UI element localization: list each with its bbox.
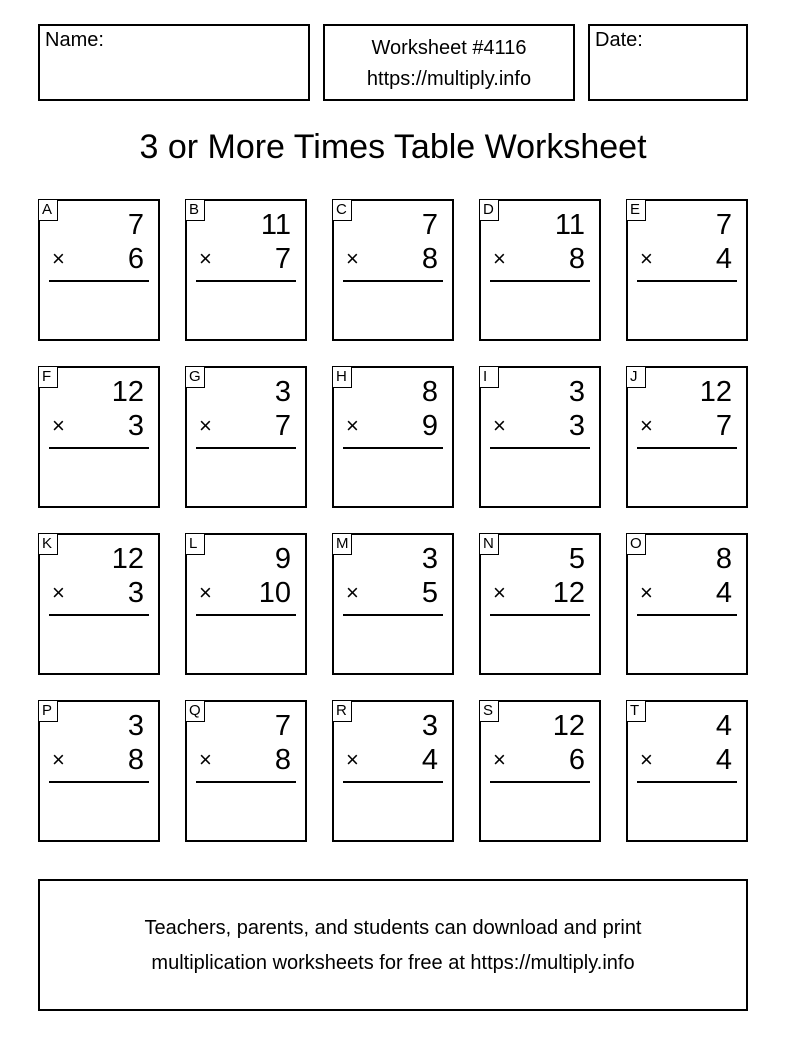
problem-card: [332, 366, 454, 508]
answer-line: [343, 447, 443, 449]
multiplicand: 3: [421, 543, 438, 575]
problem-card: [626, 533, 748, 675]
times-symbol: ×: [640, 246, 653, 271]
multiplicand: 12: [111, 376, 144, 408]
problem-card: [626, 700, 748, 842]
problem-card: [185, 199, 307, 341]
multiplier: 9: [421, 410, 438, 442]
problem-letter: S: [479, 700, 499, 722]
worksheet-url: https://multiply.info: [366, 68, 532, 90]
times-symbol: ×: [52, 580, 65, 605]
problem-letter: P: [38, 700, 58, 722]
problem-card: [479, 366, 601, 508]
problem-letter: F: [38, 366, 58, 388]
answer-line: [490, 447, 590, 449]
multiplier: 12: [552, 577, 585, 609]
problem-card: [479, 199, 601, 341]
answer-line: [637, 614, 737, 616]
problem-card: [185, 533, 307, 675]
multiplier: 7: [274, 243, 291, 275]
problem-letter: E: [626, 199, 646, 221]
times-symbol: ×: [346, 413, 359, 438]
problem-letter: B: [185, 199, 205, 221]
times-symbol: ×: [493, 580, 506, 605]
answer-line: [637, 280, 737, 282]
problem-letter: T: [626, 700, 646, 722]
footer-line-1: Teachers, parents, and students can download and print: [144, 917, 642, 939]
multiplier: 8: [274, 744, 291, 776]
problem-card: [626, 366, 748, 508]
problem-letter: D: [479, 199, 499, 221]
multiplier: 6: [568, 744, 585, 776]
answer-line: [490, 280, 590, 282]
times-symbol: ×: [493, 246, 506, 271]
answer-line: [49, 614, 149, 616]
multiplier: 3: [127, 410, 144, 442]
name-label: Name:: [45, 29, 104, 51]
times-symbol: ×: [640, 747, 653, 772]
multiplier: 4: [715, 243, 732, 275]
times-symbol: ×: [493, 747, 506, 772]
multiplier: 3: [127, 577, 144, 609]
date-field-box: [588, 24, 748, 101]
times-symbol: ×: [52, 747, 65, 772]
problem-card: [332, 199, 454, 341]
worksheet-info-box: [323, 24, 575, 101]
multiplicand: 9: [274, 543, 291, 575]
date-label: Date:: [595, 29, 643, 51]
multiplicand: 4: [715, 710, 732, 742]
multiplicand: 8: [715, 543, 732, 575]
problem-card: [479, 533, 601, 675]
multiplier: 10: [258, 577, 291, 609]
multiplier: 7: [715, 410, 732, 442]
times-symbol: ×: [199, 246, 212, 271]
times-symbol: ×: [52, 413, 65, 438]
problem-letter: J: [626, 366, 646, 388]
answer-line: [343, 781, 443, 783]
problem-letter: Q: [185, 700, 205, 722]
multiplicand: 3: [127, 710, 144, 742]
problem-letter: R: [332, 700, 352, 722]
footer-box: [38, 879, 748, 1011]
times-symbol: ×: [199, 747, 212, 772]
problem-card: [38, 700, 160, 842]
times-symbol: ×: [199, 413, 212, 438]
multiplier: 7: [274, 410, 291, 442]
times-symbol: ×: [346, 747, 359, 772]
multiplicand: 11: [260, 209, 291, 241]
problem-letter: I: [479, 366, 499, 388]
footer-line-2: multiplication worksheets for free at https://multiply.info: [151, 952, 635, 974]
multiplier: 4: [421, 744, 438, 776]
answer-line: [637, 447, 737, 449]
multiplier: 3: [568, 410, 585, 442]
multiplicand: 7: [421, 209, 438, 241]
times-symbol: ×: [640, 580, 653, 605]
problem-letter: L: [185, 533, 205, 555]
multiplier: 4: [715, 744, 732, 776]
multiplicand: 12: [552, 710, 585, 742]
multiplier: 8: [568, 243, 585, 275]
multiplicand: 3: [568, 376, 585, 408]
multiplicand: 7: [274, 710, 291, 742]
answer-line: [196, 781, 296, 783]
multiplier: 6: [127, 243, 144, 275]
multiplicand: 7: [127, 209, 144, 241]
times-symbol: ×: [346, 246, 359, 271]
worksheet-title: 3 or More Times Table Worksheet: [139, 128, 647, 166]
answer-line: [49, 447, 149, 449]
answer-line: [196, 614, 296, 616]
problem-letter: M: [332, 533, 352, 555]
times-symbol: ×: [346, 580, 359, 605]
problem-grid: [38, 199, 748, 842]
multiplicand: 12: [699, 376, 732, 408]
worksheet-number: Worksheet #4116: [371, 37, 527, 59]
multiplicand: 3: [274, 376, 291, 408]
answer-line: [637, 781, 737, 783]
multiplier: 5: [421, 577, 438, 609]
times-symbol: ×: [493, 413, 506, 438]
problem-card: [38, 533, 160, 675]
answer-line: [490, 614, 590, 616]
multiplier: 8: [421, 243, 438, 275]
problem-letter: N: [479, 533, 499, 555]
answer-line: [343, 280, 443, 282]
problem-letter: O: [626, 533, 646, 555]
multiplicand: 11: [554, 209, 585, 241]
problem-letter: H: [332, 366, 352, 388]
answer-line: [196, 447, 296, 449]
answer-line: [343, 614, 443, 616]
problem-card: [332, 533, 454, 675]
problem-card: [626, 199, 748, 341]
multiplicand: 7: [715, 209, 732, 241]
problem-letter: G: [185, 366, 205, 388]
times-symbol: ×: [199, 580, 212, 605]
problem-card: [479, 700, 601, 842]
answer-line: [49, 280, 149, 282]
name-field-box: [38, 24, 310, 101]
multiplicand: 3: [421, 710, 438, 742]
multiplier: 8: [127, 744, 144, 776]
multiplicand: 5: [568, 543, 585, 575]
problem-letter: A: [38, 199, 58, 221]
problem-letter: C: [332, 199, 352, 221]
multiplicand: 12: [111, 543, 144, 575]
multiplier: 4: [715, 577, 732, 609]
answer-line: [490, 781, 590, 783]
problem-card: [38, 366, 160, 508]
times-symbol: ×: [640, 413, 653, 438]
answer-line: [196, 280, 296, 282]
problem-card: [185, 700, 307, 842]
times-symbol: ×: [52, 246, 65, 271]
answer-line: [49, 781, 149, 783]
problem-card: [185, 366, 307, 508]
problem-card: [38, 199, 160, 341]
problem-letter: K: [38, 533, 58, 555]
multiplicand: 8: [421, 376, 438, 408]
problem-card: [332, 700, 454, 842]
